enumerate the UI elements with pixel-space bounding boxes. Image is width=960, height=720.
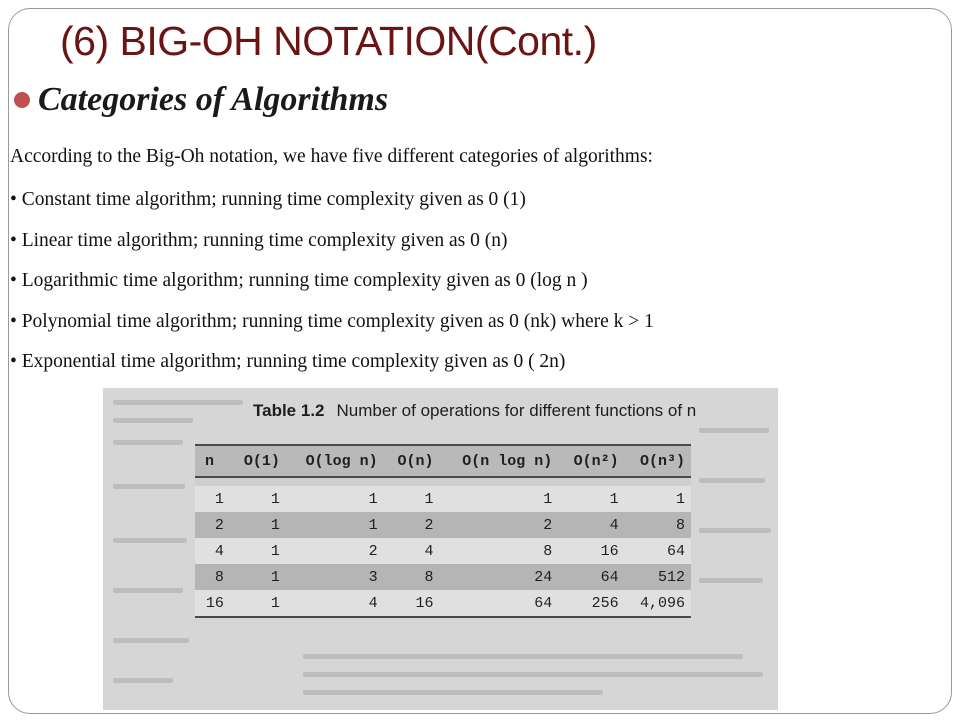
table-cell: 1 (270, 490, 280, 508)
table-cell: 4,096 (625, 590, 691, 617)
table-cell: 2 (195, 512, 230, 538)
table-cell: 1 (675, 490, 685, 508)
table-cell: 1 (270, 542, 280, 560)
slide-title: (6) BIG-OH NOTATION(Cont.) (60, 18, 597, 64)
category-item-logarithmic: • Logarithmic time algorithm; running time complexity given as 0 (log n ) (10, 270, 588, 291)
category-item-linear: • Linear time algorithm; running time complexity given as 0 (n) (10, 229, 508, 251)
column-header: O(n²) (558, 445, 624, 477)
scan-noise (113, 484, 185, 489)
table-cell: 2 (384, 512, 440, 538)
table-cell: 1 (543, 490, 553, 508)
scan-noise (699, 428, 769, 433)
column-header: O(n log n) (440, 445, 559, 477)
scan-noise (113, 418, 193, 423)
table-cell: 64 (666, 542, 685, 560)
table-cell: 1 (230, 564, 286, 590)
table-cell: 2 (368, 542, 378, 560)
table-cell: 16 (600, 542, 619, 560)
table-caption (253, 401, 702, 421)
table-cell: 24 (440, 564, 559, 590)
table-cell: 4 (214, 542, 224, 560)
table-cell: 4 (286, 590, 384, 617)
table-cell: 1 (230, 590, 286, 617)
table-cell: 8 (384, 564, 440, 590)
table-row (195, 538, 691, 564)
table-cell: 1 (286, 512, 384, 538)
table-cell: 8 (625, 512, 691, 538)
table-cell: 2 (440, 512, 559, 538)
scan-noise (699, 578, 763, 583)
scan-noise (113, 678, 173, 683)
operations-table (195, 444, 691, 618)
column-header: n (195, 445, 230, 477)
table-cell: 4 (558, 512, 624, 538)
table-cell: 64 (558, 564, 624, 590)
column-header: O(n) (384, 445, 440, 477)
scan-noise (303, 654, 743, 659)
table-cell: 16 (195, 590, 230, 617)
table-cell: 512 (625, 564, 691, 590)
table-cell: 3 (286, 564, 384, 590)
category-item-exponential: • Exponential time algorithm; running time complexity given as 0 ( 2n) (10, 351, 566, 372)
table-cell: 16 (384, 590, 440, 617)
table-row (195, 564, 691, 590)
category-item-constant: • Constant time algorithm; running time complexity given as 0 (1) (10, 189, 526, 210)
scan-noise (303, 672, 763, 677)
scan-noise (303, 690, 603, 695)
category-list (10, 186, 654, 389)
table-cell: 1 (368, 490, 378, 508)
intro-text: According to the Big-Oh notation, we have five different categories of algorithms: (10, 146, 653, 167)
scan-noise (113, 588, 183, 593)
scan-noise (113, 440, 183, 445)
table-cell: 1 (214, 490, 224, 508)
column-header: O(n³) (625, 445, 691, 477)
section-heading: Categories of Algorithms (38, 81, 389, 118)
scan-noise (113, 638, 189, 643)
table-row (195, 590, 691, 617)
scanned-table-image (103, 388, 778, 710)
table-cell: 8 (543, 542, 553, 560)
category-item-polynomial: • Polynomial time algorithm; running time complexity given as 0 (nk) where k > 1 (10, 310, 654, 332)
table-cell: 1 (424, 490, 434, 508)
table-cell: 8 (195, 564, 230, 590)
scan-noise (699, 478, 765, 483)
column-header: O(1) (230, 445, 286, 477)
column-header: O(log n) (286, 445, 384, 477)
table-cell: 64 (440, 590, 559, 617)
scan-noise (699, 528, 771, 533)
table-label: Table 1.2 (253, 401, 325, 420)
table-cell: 1 (609, 490, 619, 508)
table-cell: 4 (424, 542, 434, 560)
table-cell: 1 (230, 512, 286, 538)
table-header-row (195, 445, 691, 477)
table-row (195, 512, 691, 538)
table-row (195, 486, 691, 512)
table-cell: 256 (558, 590, 624, 617)
table-caption-text: Number of operations for different functions of n (336, 401, 697, 420)
heading-row (14, 80, 388, 121)
scan-noise (113, 538, 187, 543)
bullet-dot-icon (14, 92, 30, 108)
scan-noise (113, 400, 243, 405)
